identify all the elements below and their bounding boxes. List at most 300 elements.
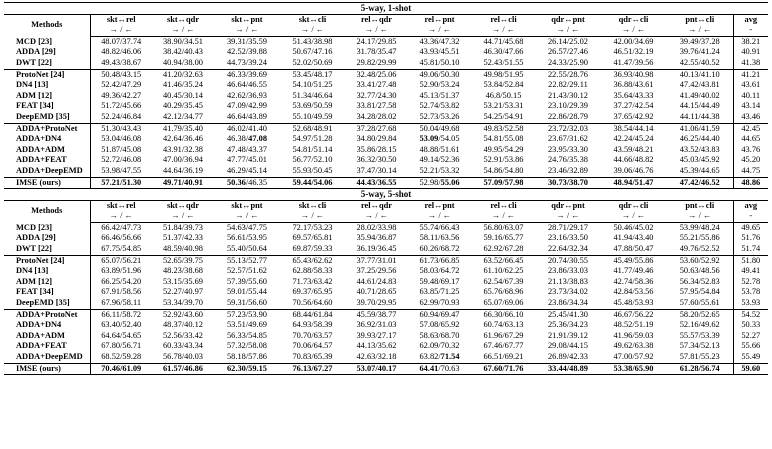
result-cell: 49.43/38.67 <box>101 57 142 67</box>
method-name: DN4 [13] <box>4 80 90 91</box>
table-row <box>4 123 768 134</box>
avg-cell: 59.60 <box>733 363 768 375</box>
column-header: rel↔cli <box>490 14 517 24</box>
result-cell: 42.24/45.24 <box>613 134 654 144</box>
result-cell: 49.62/63.38 <box>613 341 654 351</box>
result-cell: 39.76/41.24 <box>679 47 720 57</box>
result-cell: 67.60/71.76 <box>471 363 536 375</box>
table-row <box>4 298 768 309</box>
result-cell: 48.23/38.68 <box>162 266 203 276</box>
result-cell: 51.43/38.98 <box>292 36 333 46</box>
result-cell: 48.52/51.19 <box>613 320 654 330</box>
result-cell: 46.67/56.22 <box>600 309 667 320</box>
direction-header: → / ← <box>600 211 667 222</box>
result-cell: 67.75/54.85 <box>101 244 142 254</box>
result-cell: 54.63/47.75 <box>226 222 267 232</box>
result-cell: 28.02/33.98 <box>356 222 397 232</box>
result-cell: 67.96/58.11 <box>101 298 142 308</box>
table-row <box>4 363 768 375</box>
result-cell: 21.43/30.12 <box>547 90 588 100</box>
result-cell: 41.79/35.40 <box>152 123 214 134</box>
result-cell: 58.03/64.72 <box>419 266 460 276</box>
direction-header: → / ← <box>667 211 733 222</box>
result-cell: 49.71/40.91 <box>152 177 214 189</box>
source-to-target-value: 46.38 <box>226 134 246 144</box>
result-cell: 46.51/32.19 <box>613 47 654 57</box>
slash: / <box>438 134 441 144</box>
result-cell: 55.40/50.64 <box>226 244 267 254</box>
result-cell: 70.56/64.60 <box>292 298 333 308</box>
avg-cell: 54.52 <box>733 309 768 320</box>
avg-cell: 40.91 <box>733 47 768 58</box>
avg-cell: 51.76 <box>733 233 768 244</box>
method-name: ProtoNet [24] <box>4 69 90 80</box>
result-cell: 44.11/44.38 <box>679 111 720 121</box>
result-cell: 66.11/58.72 <box>90 309 152 320</box>
column-header: rel↔qdr <box>360 14 393 24</box>
result-cell: 58.18/57.86 <box>226 352 267 361</box>
result-cell: 46.30/47.66 <box>483 47 524 57</box>
result-cell: 44.66/48.82 <box>613 155 654 165</box>
result-cell: 22.86/28.79 <box>547 111 588 121</box>
column-header: skt↔cli <box>298 14 327 24</box>
result-cell: 42.00/34.69 <box>613 36 654 46</box>
result-cell: 46.33/39.69 <box>214 69 280 80</box>
result-cell: 54.25/54.91 <box>483 111 524 121</box>
result-cell <box>408 134 471 145</box>
result-cell: 29.82/29.99 <box>356 57 397 67</box>
result-cell: 23.73/34.02 <box>547 287 588 297</box>
result-cell: 38.42/40.43 <box>162 47 203 57</box>
table-row <box>4 352 768 363</box>
table-row <box>4 166 768 177</box>
result-cell: 63.85/71.25 <box>419 287 460 297</box>
result-cell: 47.00/36.94 <box>162 155 203 165</box>
result-cell: 40.13/41.10 <box>667 69 733 80</box>
result-cell: 55.10/49.59 <box>292 111 333 121</box>
result-cell: 66.46/56.66 <box>101 233 142 243</box>
avg-cell: 55.49 <box>733 352 768 363</box>
result-cell: 64.64/54.65 <box>101 330 142 340</box>
result-cell: 42.84/53.56 <box>613 287 654 297</box>
method-name: ADDA+ProtoNet <box>4 123 90 134</box>
result-cell: 53.99/48.24 <box>679 222 720 232</box>
result-cell: 49.06/50.30 <box>408 69 471 80</box>
method-name: ADDA+DN4 <box>4 320 90 331</box>
result-cell: 37.28/27.68 <box>345 123 408 134</box>
slash: / <box>438 363 441 373</box>
result-cell: 69.57/65.81 <box>292 233 333 243</box>
result-cell: 48.82/46.06 <box>101 47 142 57</box>
avg-cell: 55.66 <box>733 341 768 352</box>
result-cell: 65.43/62.62 <box>280 255 345 266</box>
result-cell: 50.46/45.02 <box>613 222 654 232</box>
result-cell: 53.51/49.69 <box>226 320 267 330</box>
result-cell: 62.99/70.93 <box>419 298 460 308</box>
avg-cell: 45.20 <box>733 155 768 166</box>
result-cell: 39.70/29.95 <box>356 298 397 308</box>
result-cell: 43.52/43.83 <box>679 144 720 154</box>
result-cell: 36.32/30.50 <box>356 155 397 165</box>
result-cell: 52.21/53.32 <box>419 165 460 175</box>
result-cell: 57.34/52.13 <box>679 341 720 351</box>
result-cell: 51.30/43.43 <box>90 123 152 134</box>
result-cell: 57.23/53.90 <box>214 309 280 320</box>
result-cell: 39.06/46.76 <box>613 165 654 175</box>
result-cell: 43.91/32.38 <box>162 144 203 154</box>
result-cell: 29.08/44.15 <box>547 341 588 351</box>
direction-header: → / ← <box>90 25 152 36</box>
avg-cell: 43.46 <box>733 112 768 123</box>
source-to-target-value: 52.98 <box>419 177 439 187</box>
result-cell: 55.13/52.77 <box>214 255 280 266</box>
result-cell: 69.87/59.33 <box>292 244 333 254</box>
source-to-target-value: 50.36 <box>226 177 246 187</box>
result-cell: 56.61/53.95 <box>226 233 267 243</box>
result-cell: 46.8/50.15 <box>485 90 522 100</box>
result-cell: 55.57/53.39 <box>679 330 720 340</box>
result-cell: 43.93/45.51 <box>419 47 460 57</box>
method-name: ADM [12] <box>4 277 90 288</box>
result-cell: 52.16/49.62 <box>679 320 720 330</box>
result-cell: 48.07/37.74 <box>101 36 142 46</box>
result-cell: 42.12/34.77 <box>162 111 203 121</box>
avg-cell: 51.74 <box>733 244 768 255</box>
method-name: DeepEMD [35] <box>4 112 90 123</box>
table-row <box>4 331 768 342</box>
result-cell: 22.55/28.76 <box>536 69 600 80</box>
result-cell: 35.86/28.15 <box>356 144 397 154</box>
avg-cell: 52.78 <box>733 277 768 288</box>
table-row <box>4 177 768 189</box>
result-cell: 55.74/66.43 <box>419 222 460 232</box>
result-cell: 39.31/35.59 <box>226 36 267 46</box>
result-cell: 28.71/29.17 <box>547 222 588 232</box>
result-cell <box>408 177 471 189</box>
result-cell: 54.86/54.80 <box>483 165 524 175</box>
result-cell: 21.13/38.83 <box>547 276 588 286</box>
result-cell: 38.54/44.14 <box>600 123 667 134</box>
result-cell: 53.04/46.08 <box>101 134 142 144</box>
result-cell: 67.46/67.77 <box>483 341 524 351</box>
result-cell: 56.77/52.10 <box>292 155 333 165</box>
section-title-row <box>4 189 768 201</box>
result-cell: 52.65/39.75 <box>152 255 214 266</box>
result-cell: 45.13/51.37 <box>419 90 460 100</box>
table-row <box>4 145 768 156</box>
result-cell: 61.73/66.85 <box>408 255 471 266</box>
result-cell: 26.89/42.33 <box>547 352 588 361</box>
source-to-target-value: 63.82 <box>419 352 439 361</box>
methods-header: Methods <box>4 200 90 222</box>
result-cell: 21.91/39.12 <box>547 330 588 340</box>
result-cell: 36.93/40.98 <box>600 69 667 80</box>
avg-cell: 42.45 <box>733 123 768 134</box>
result-cell: 60.94/69.47 <box>408 309 471 320</box>
result-cell: 72.17/53.23 <box>292 222 333 232</box>
table-row <box>4 287 768 298</box>
slash: / <box>438 352 441 361</box>
method-name: DeepEMD [35] <box>4 298 90 309</box>
direction-header-row <box>4 211 768 222</box>
result-cell: 49.95/54.29 <box>483 144 524 154</box>
result-cell: 47.09/42.99 <box>226 101 267 111</box>
slash: / <box>438 177 441 187</box>
column-header: rel↔cli <box>490 200 517 210</box>
result-cell: 54.81/51.14 <box>292 144 333 154</box>
result-cell: 51.34/46.64 <box>292 90 333 100</box>
result-cell: 39.93/27.17 <box>356 330 397 340</box>
result-cell <box>214 134 280 145</box>
section-title-row <box>4 3 768 15</box>
table-row <box>4 112 768 123</box>
result-cell: 46.64/43.89 <box>226 111 267 121</box>
method-name: DWT [22] <box>4 244 90 255</box>
column-header: pnt↔cli <box>685 200 715 210</box>
result-cell: 59.01/55.44 <box>226 287 267 297</box>
result-cell: 63.89/51.96 <box>101 266 142 276</box>
column-header: rel↔qdr <box>360 200 393 210</box>
result-cell: 45.59/38.77 <box>345 309 408 320</box>
result-cell: 53.69/50.59 <box>292 101 333 111</box>
column-header: qdr↔cli <box>618 200 649 210</box>
result-cell: 23.10/29.39 <box>547 101 588 111</box>
result-cell: 51.84/39.73 <box>162 222 203 232</box>
target-to-source-value: 70.63 <box>440 363 460 373</box>
method-name: MCD [23] <box>4 36 90 47</box>
result-cell: 47.42/43.81 <box>679 80 720 90</box>
result-cell: 40.71/28.65 <box>356 287 397 297</box>
result-cell: 24.76/35.38 <box>547 155 588 165</box>
column-header: qdr↔pnt <box>551 14 585 24</box>
table-row <box>4 244 768 255</box>
result-cell: 57.81/55.23 <box>679 352 720 361</box>
result-cell: 23.46/32.89 <box>547 165 588 175</box>
result-cell: 33.44/48.89 <box>536 363 600 375</box>
method-name: ADM [12] <box>4 91 90 102</box>
result-cell: 41.94/43.40 <box>613 233 654 243</box>
result-cell: 62.88/58.33 <box>292 266 333 276</box>
result-cell: 53.98/47.55 <box>101 165 142 175</box>
result-cell: 40.94/38.00 <box>162 57 203 67</box>
avg-cell: 53.93 <box>733 298 768 309</box>
result-cell: 26.14/25.02 <box>547 36 588 46</box>
column-header: pnt↔cli <box>685 14 715 24</box>
result-cell: 46.02/41.40 <box>214 123 280 134</box>
direction-header: → / ← <box>345 25 408 36</box>
direction-header: → / ← <box>152 25 214 36</box>
result-cell: 67.80/56.71 <box>101 341 142 351</box>
method-name: ADDA+ADM <box>4 145 90 156</box>
result-cell: 32.77/24.30 <box>356 90 397 100</box>
method-name: MCD [23] <box>4 222 90 233</box>
result-cell: 52.72/46.08 <box>101 155 142 165</box>
direction-header: → / ← <box>471 25 536 36</box>
target-to-source-value: 47.08 <box>248 134 267 144</box>
result-cell: 47.00/57.92 <box>613 352 654 361</box>
source-to-target-value: 53.09 <box>419 134 439 144</box>
result-cell: 50.67/47.16 <box>292 47 333 57</box>
method-name: FEAT [34] <box>4 287 90 298</box>
result-cell: 25.45/41.30 <box>536 309 600 320</box>
result-cell <box>408 363 471 375</box>
table-row <box>4 91 768 102</box>
table-row <box>4 341 768 352</box>
result-cell: 52.27/40.97 <box>162 287 203 297</box>
table-row <box>4 266 768 277</box>
result-cell: 48.88/51.61 <box>419 144 460 154</box>
result-cell: 70.70/63.57 <box>292 330 333 340</box>
target-to-source-value: 55.06 <box>440 177 460 187</box>
result-cell: 53.15/35.69 <box>162 276 203 286</box>
result-cell: 42.52/39.88 <box>226 47 267 57</box>
result-cell: 52.73/53.26 <box>419 111 460 121</box>
table-row <box>4 69 768 80</box>
result-cell: 37.47/30.14 <box>356 165 397 175</box>
result-cell: 52.43/51.55 <box>483 57 524 67</box>
result-cell: 39.49/37.28 <box>679 36 720 46</box>
table-row <box>4 255 768 266</box>
avg-cell: 43.76 <box>733 145 768 156</box>
method-name: IMSE (ours) <box>4 177 90 189</box>
method-name: ADDA+FEAT <box>4 155 90 166</box>
table-row <box>4 36 768 47</box>
direction-header: → / ← <box>345 211 408 222</box>
result-cell: 50.48/43.15 <box>90 69 152 80</box>
result-cell: 52.24/46.84 <box>101 111 142 121</box>
avg-cell: 43.61 <box>733 80 768 91</box>
result-cell: 44.64/36.19 <box>162 165 203 175</box>
result-cell: 32.48/25.06 <box>345 69 408 80</box>
result-cell: 22.64/32.34 <box>547 244 588 254</box>
avg-cell: 51.80 <box>733 255 768 266</box>
result-cell: 59.16/65.77 <box>483 233 524 243</box>
result-cell: 62.30/59.15 <box>214 363 280 375</box>
column-header: skt↔pnt <box>231 200 263 210</box>
table-row <box>4 155 768 166</box>
method-name: DN4 [13] <box>4 266 90 277</box>
result-cell: 46.29/45.14 <box>226 165 267 175</box>
result-cell: 38.90/34.51 <box>162 36 203 46</box>
result-cell: 41.47/39.56 <box>613 57 654 67</box>
result-cell: 61.28/56.74 <box>667 363 733 375</box>
result-cell: 49.98/51.95 <box>471 69 536 80</box>
method-name: DWT [22] <box>4 58 90 69</box>
table-row <box>4 101 768 112</box>
result-cell: 37.25/29.56 <box>356 266 397 276</box>
result-cell: 52.02/50.69 <box>292 57 333 67</box>
avg-cell: 38.21 <box>733 36 768 47</box>
section-title: 5-way, 1-shot <box>4 3 768 15</box>
slash: / <box>245 134 249 144</box>
result-cell: 48.37/40.12 <box>162 320 203 330</box>
result-cell: 47.48/43.37 <box>226 144 267 154</box>
result-cell: 49.83/52.58 <box>471 123 536 134</box>
result-cell: 50.04/49.68 <box>408 123 471 134</box>
result-cell: 23.95/33.30 <box>547 144 588 154</box>
result-cell: 41.77/49.46 <box>613 266 654 276</box>
result-cell: 50.63/48.56 <box>679 266 720 276</box>
result-cell: 53.34/39.70 <box>162 298 203 308</box>
result-cell: 36.92/31.03 <box>356 320 397 330</box>
result-cell: 44.71/45.68 <box>483 36 524 46</box>
result-cell: 53.84/52.84 <box>483 80 524 90</box>
table-row <box>4 233 768 244</box>
result-cell: 71.73/63.42 <box>292 276 333 286</box>
column-header-row <box>4 200 768 211</box>
direction-header: → / ← <box>214 25 280 36</box>
column-header: qdr↔pnt <box>551 200 585 210</box>
column-header: rel↔pnt <box>424 200 455 210</box>
result-cell: 48.94/51.47 <box>600 177 667 189</box>
table-row <box>4 58 768 69</box>
result-cell: 51.87/45.08 <box>101 144 142 154</box>
result-cell: 61.57/46.86 <box>152 363 214 375</box>
result-cell: 52.92/43.60 <box>152 309 214 320</box>
column-header: skt↔qdr <box>166 14 200 24</box>
result-cell: 42.64/36.46 <box>162 134 203 144</box>
result-cell: 60.74/63.13 <box>483 320 524 330</box>
result-cell: 37.27/42.54 <box>613 101 654 111</box>
result-cell: 57.21/51.30 <box>90 177 152 189</box>
direction-header: → / ← <box>214 211 280 222</box>
method-name: ADDA+ADM <box>4 331 90 342</box>
avg-cell: 52.27 <box>733 331 768 342</box>
column-header: skt↔cli <box>298 200 327 210</box>
avg-cell: 49.65 <box>733 222 768 233</box>
column-header: avg <box>733 200 768 211</box>
result-cell: 41.96/59.03 <box>613 330 654 340</box>
direction-header: → / ← <box>280 25 345 36</box>
result-cell: 47.77/45.01 <box>226 155 267 165</box>
result-cell: 40.45/30.14 <box>162 90 203 100</box>
result-cell: 25.36/34.23 <box>547 320 588 330</box>
direction-header: → / ← <box>280 211 345 222</box>
result-cell: 63.52/66.45 <box>471 255 536 266</box>
result-cell: 57.09/57.98 <box>471 177 536 189</box>
avg-cell: 53.78 <box>733 287 768 298</box>
result-cell: 43.36/47.32 <box>419 36 460 46</box>
result-cell: 26.57/27.46 <box>547 47 588 57</box>
result-cell: 51.72/45.66 <box>101 101 142 111</box>
result-cell: 62.54/67.39 <box>483 276 524 286</box>
result-cell: 53.21/53.31 <box>483 101 524 111</box>
result-cell: 23.16/33.50 <box>547 233 588 243</box>
result-cell: 52.74/53.82 <box>419 101 460 111</box>
results-table <box>4 2 768 375</box>
avg-cell: 44.65 <box>733 134 768 145</box>
direction-header: → / ← <box>471 211 536 222</box>
result-cell: 41.06/41.59 <box>667 123 733 134</box>
result-cell: 22.82/29.11 <box>548 80 588 90</box>
avg-cell: 49.41 <box>733 266 768 277</box>
result-cell: 34.80/29.84 <box>356 134 397 144</box>
direction-header: → / ← <box>408 211 471 222</box>
table-row <box>4 47 768 58</box>
result-cell: 55.93/50.45 <box>292 165 333 175</box>
result-cell: 41.46/35.24 <box>162 80 203 90</box>
result-cell: 70.06/64.57 <box>292 341 333 351</box>
result-cell: 59.48/69.17 <box>419 276 460 286</box>
method-name: ProtoNet [24] <box>4 255 90 266</box>
column-header: avg <box>733 14 768 25</box>
result-cell: 70.83/65.39 <box>292 352 333 361</box>
method-name: ADDA+ProtoNet <box>4 309 90 320</box>
avg-cell: 41.21 <box>733 69 768 80</box>
methods-header: Methods <box>4 14 90 36</box>
table-row <box>4 134 768 145</box>
result-cell: 44.61/24.83 <box>356 276 397 286</box>
